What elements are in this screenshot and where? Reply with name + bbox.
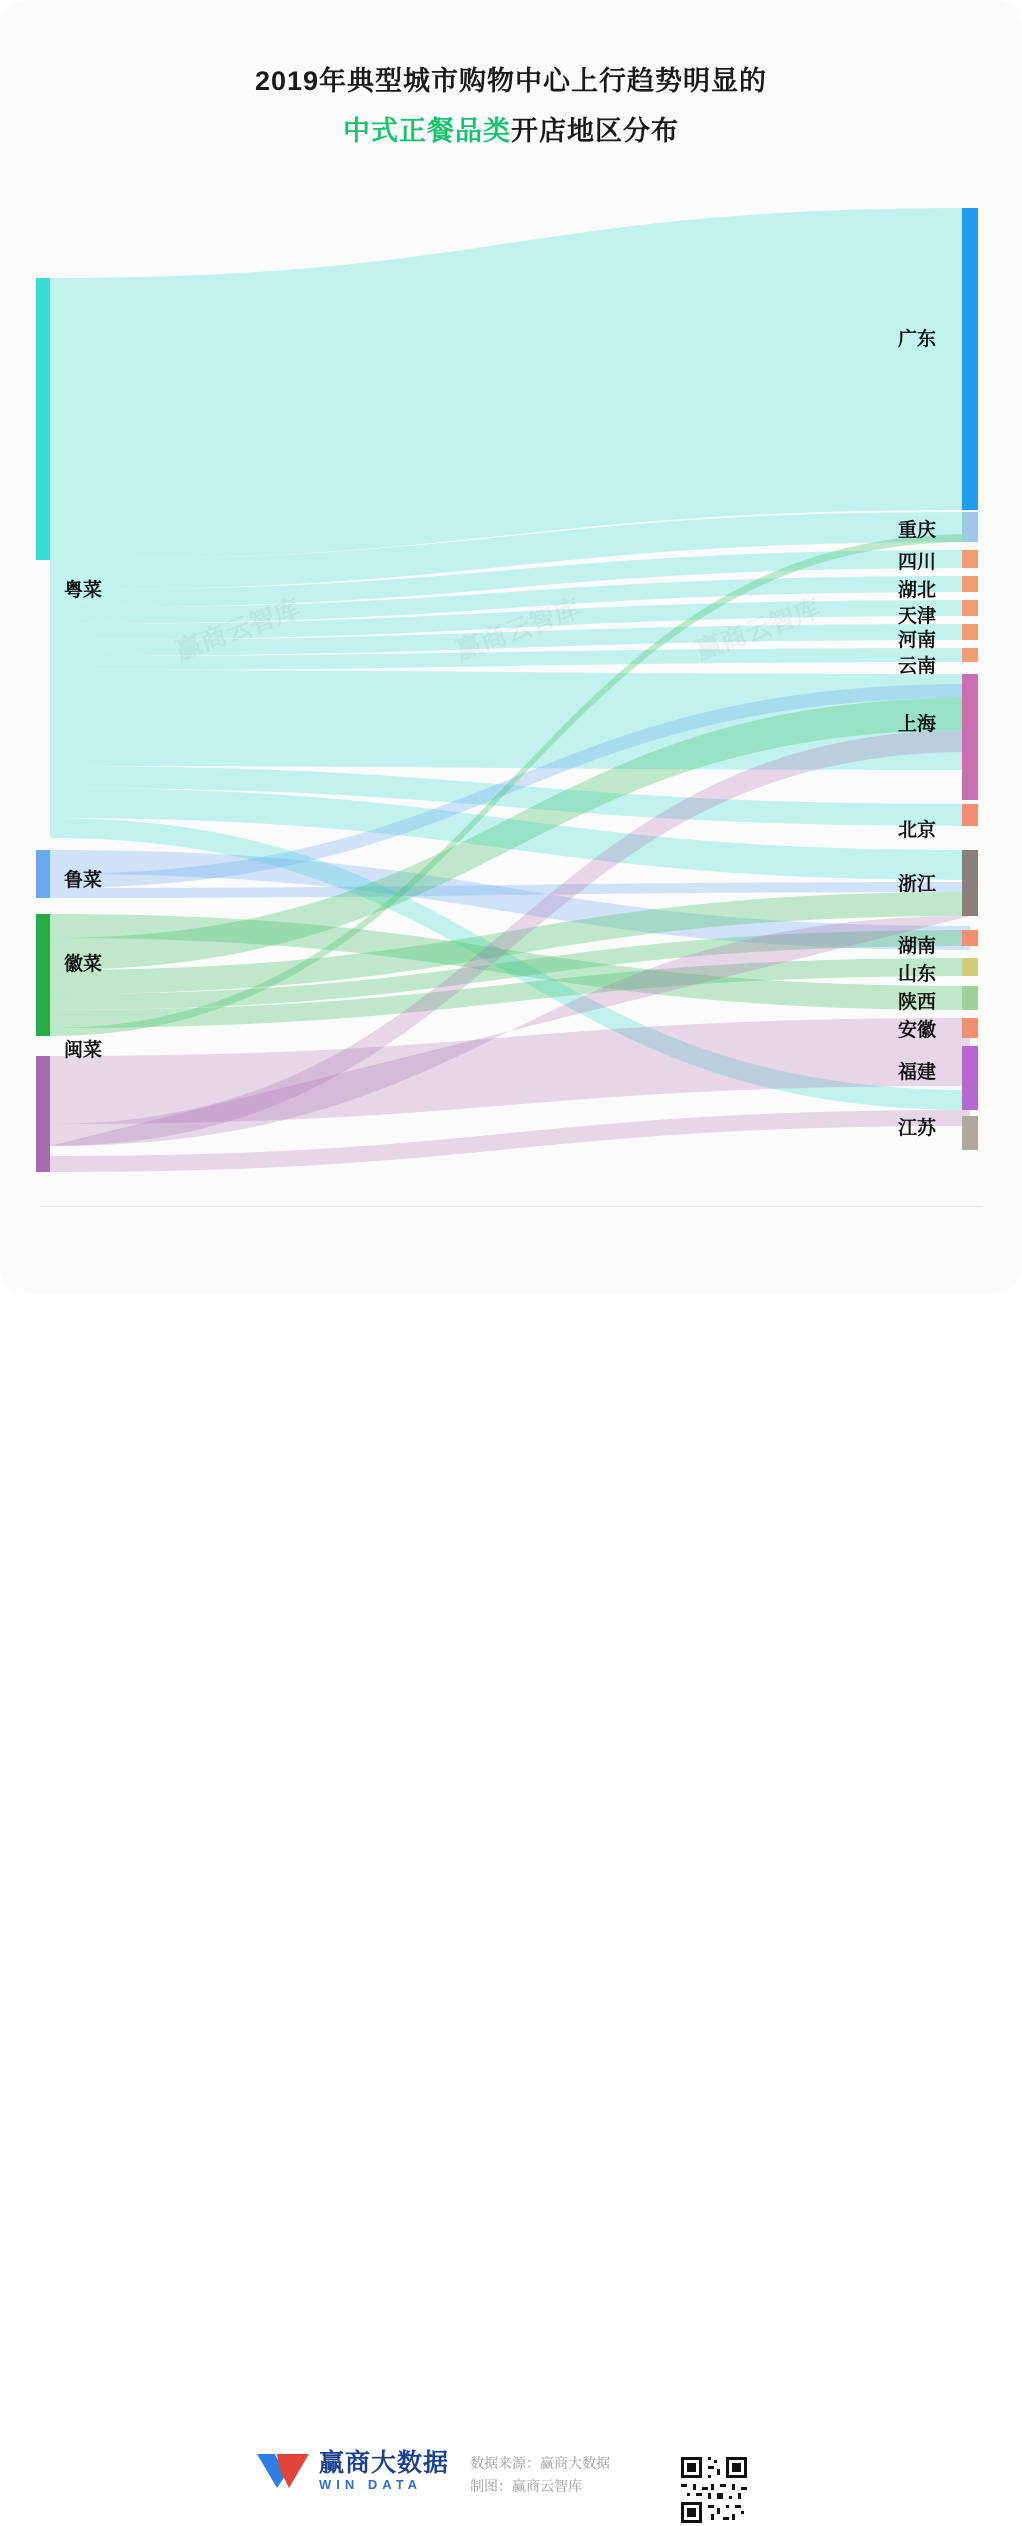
node-label-shanghai: 上海 bbox=[898, 714, 937, 735]
node-label-shaanxi: 陕西 bbox=[898, 992, 937, 1013]
title-highlight: 中式正餐品类 bbox=[343, 116, 511, 146]
node-label-yuecai: 粤菜 bbox=[64, 580, 103, 601]
node-shaanxi[interactable] bbox=[962, 986, 978, 1010]
source-line-2: 制图：赢商云智库 bbox=[470, 2478, 582, 2494]
qr-code-icon bbox=[678, 2454, 750, 2526]
node-hunan[interactable] bbox=[962, 930, 978, 946]
node-label-henan: 河南 bbox=[898, 630, 937, 651]
node-jiangsu[interactable] bbox=[962, 1116, 978, 1150]
footer bbox=[0, 1222, 1022, 2494]
source-line-1: 数据来源：赢商大数据 bbox=[470, 2455, 610, 2471]
sankey-svg bbox=[0, 190, 1022, 1200]
sankey-chart bbox=[0, 190, 1022, 1200]
node-beijing[interactable] bbox=[962, 804, 978, 826]
node-shandong[interactable] bbox=[962, 958, 978, 976]
node-label-tianjin: 天津 bbox=[898, 606, 937, 627]
node-sichuan[interactable] bbox=[962, 550, 978, 568]
node-label-chongqing: 重庆 bbox=[898, 520, 937, 541]
node-label-yunnan: 云南 bbox=[898, 656, 937, 677]
node-label-jiangsu: 江苏 bbox=[898, 1118, 937, 1139]
brand-logo bbox=[255, 2448, 449, 2494]
node-zhejiang[interactable] bbox=[962, 850, 978, 916]
node-hubei[interactable] bbox=[962, 576, 978, 592]
node-label-huicai: 徽菜 bbox=[64, 954, 103, 975]
title-line-1: 2019年典型城市购物中心上行趋势明显的 bbox=[254, 66, 768, 96]
node-label-mincai: 闽菜 bbox=[64, 1040, 103, 1061]
node-yuecai[interactable] bbox=[36, 278, 50, 560]
node-label-zhejiang: 浙江 bbox=[898, 874, 937, 895]
node-lucai[interactable] bbox=[36, 850, 50, 898]
node-label-shandong: 山东 bbox=[898, 964, 937, 985]
footer-divider bbox=[40, 1206, 982, 1207]
node-label-lucai: 鲁菜 bbox=[64, 870, 103, 891]
title-line-2 bbox=[0, 106, 1022, 156]
node-shanghai[interactable] bbox=[962, 674, 978, 800]
node-fujian[interactable] bbox=[962, 1046, 978, 1110]
logo-main-text: 赢商大数据 bbox=[319, 2448, 450, 2477]
node-anhui[interactable] bbox=[962, 1018, 978, 1038]
node-label-anhui: 安徽 bbox=[898, 1020, 937, 1041]
node-label-sichuan: 四川 bbox=[898, 552, 937, 573]
node-henan[interactable] bbox=[962, 624, 978, 640]
node-yunnan[interactable] bbox=[962, 648, 978, 662]
source-text bbox=[470, 2452, 610, 2498]
link-min-fujian bbox=[50, 1018, 970, 1124]
node-guangdong[interactable] bbox=[962, 208, 978, 510]
page-title bbox=[0, 56, 1022, 156]
node-chongqing[interactable] bbox=[962, 512, 978, 542]
node-huicai[interactable] bbox=[36, 914, 50, 1036]
node-label-fujian: 福建 bbox=[898, 1062, 937, 1083]
node-label-beijing: 北京 bbox=[898, 820, 937, 841]
node-label-hubei: 湖北 bbox=[898, 580, 937, 601]
link-yue-guangdong bbox=[50, 208, 970, 560]
node-mincai[interactable] bbox=[36, 1056, 50, 1172]
node-tianjin[interactable] bbox=[962, 600, 978, 616]
winddata-logo-icon bbox=[255, 2448, 311, 2494]
node-label-guangdong: 广东 bbox=[898, 329, 937, 350]
title-line-2-rest: 开店地区分布 bbox=[511, 116, 679, 146]
logo-sub-text: WIN DATA bbox=[319, 2476, 423, 2492]
node-label-hunan: 湖南 bbox=[898, 936, 937, 957]
